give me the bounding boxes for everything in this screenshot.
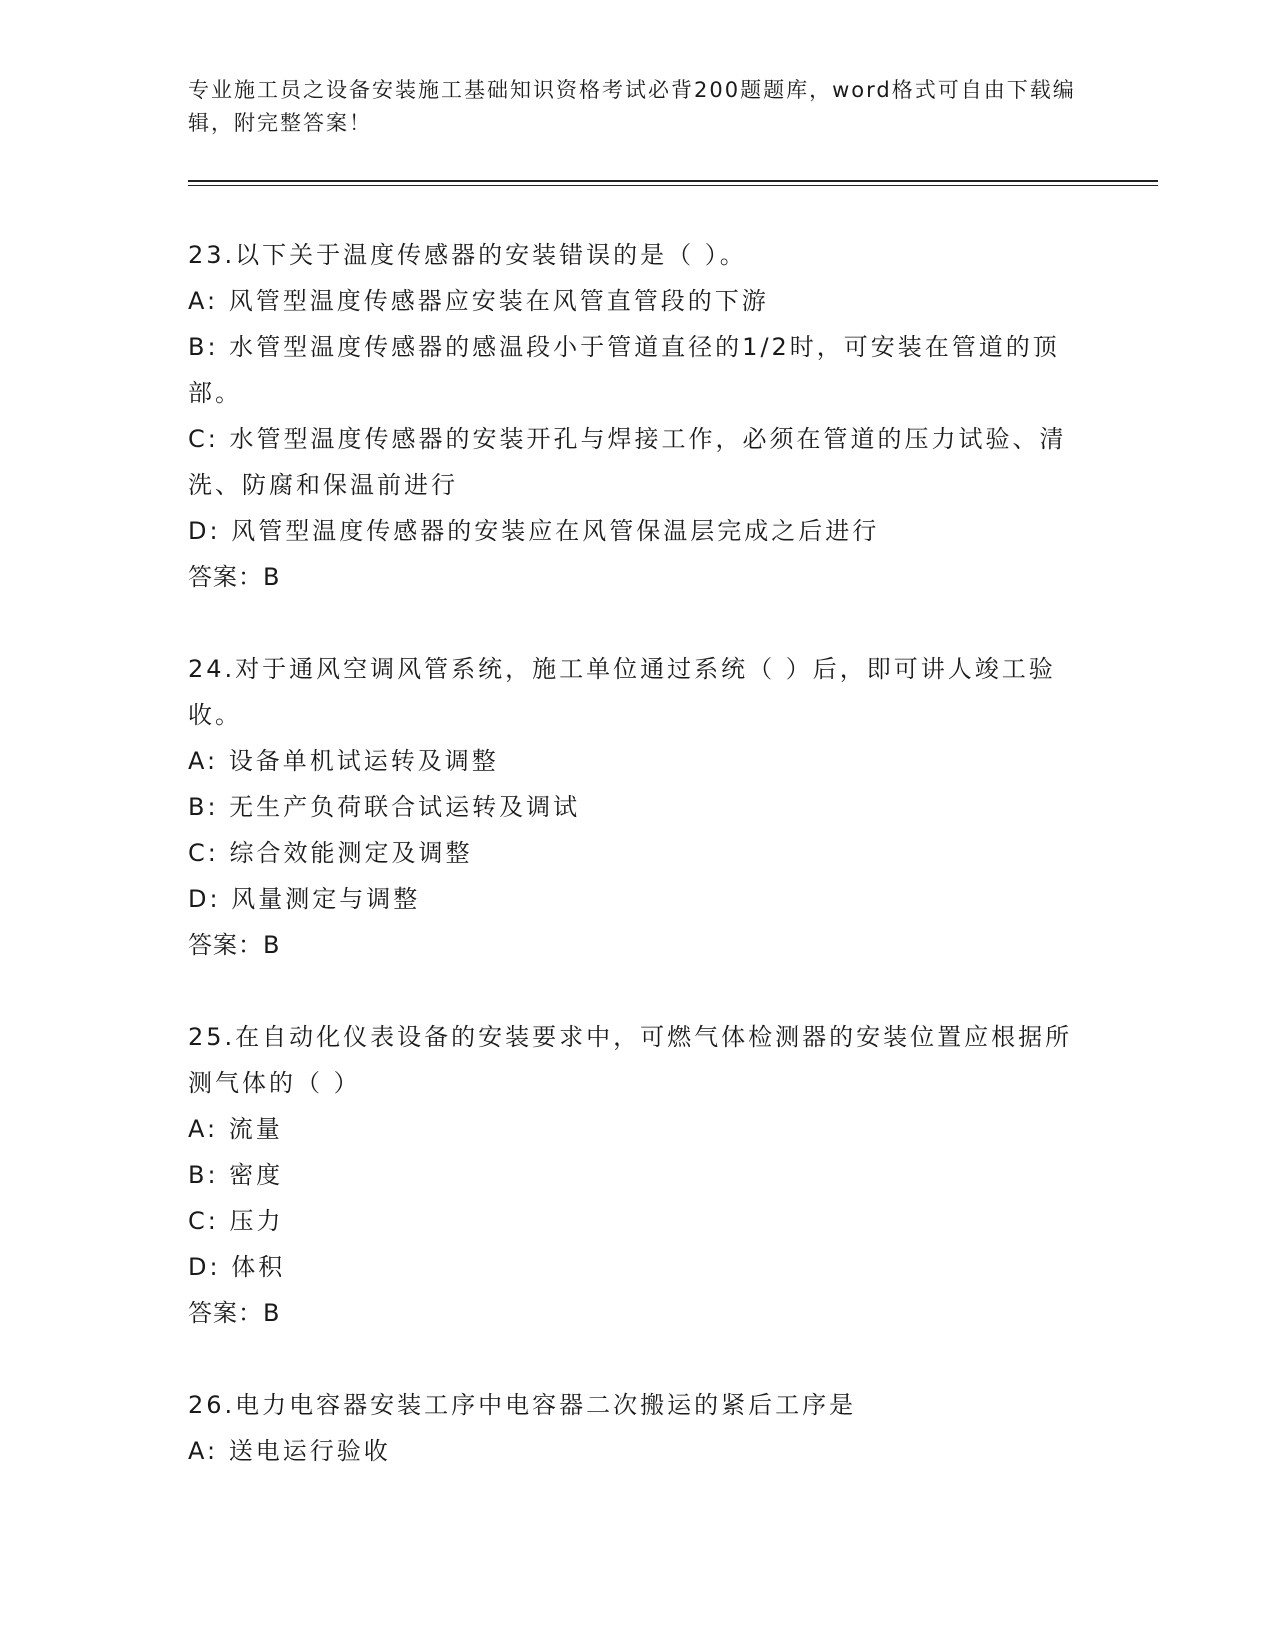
- option-d: D: 体积: [188, 1253, 286, 1281]
- question-26: [188, 1382, 1088, 1474]
- option-d: D: 风量测定与调整: [188, 885, 421, 913]
- answer: 答案：B: [188, 1299, 281, 1327]
- document-header: 专业施工员之设备安装施工基础知识资格考试必背200题题库，word格式可自由下载编辑，附完整答案！: [188, 78, 1076, 135]
- option-c: C: 水管型温度传感器的安装开孔与焊接工作，必须在管道的压力试验、清洗、防腐和保温前进行: [188, 425, 1067, 499]
- question-list: [188, 232, 1088, 1520]
- option-a: A: 风管型温度传感器应安装在风管直管段的下游: [188, 287, 769, 315]
- answer: 答案：B: [188, 931, 281, 959]
- question-25: [188, 1014, 1088, 1336]
- question-stem: 24.对于通风空调风管系统，施工单位通过系统（ ）后，即可讲人竣工验收。: [188, 655, 1056, 729]
- option-a: A: 送电运行验收: [188, 1437, 391, 1465]
- header-divider-thin: [188, 185, 1158, 186]
- option-b: B: 密度: [188, 1161, 284, 1189]
- question-24: [188, 646, 1088, 968]
- option-d: D: 风管型温度传感器的安装应在风管保温层完成之后进行: [188, 517, 880, 545]
- question-stem: 23.以下关于温度传感器的安装错误的是（ ）。: [188, 241, 747, 269]
- question-stem: 25.在自动化仪表设备的安装要求中，可燃气体检测器的安装位置应根据所测气体的（ ）: [188, 1023, 1073, 1097]
- question-stem: 26.电力电容器安装工序中电容器二次搬运的紧后工序是: [188, 1391, 857, 1419]
- option-b: B: 无生产负荷联合试运转及调试: [188, 793, 581, 821]
- option-a: A: 设备单机试运转及调整: [188, 747, 499, 775]
- header-divider: [188, 180, 1158, 182]
- option-c: C: 综合效能测定及调整: [188, 839, 473, 867]
- option-a: A: 流量: [188, 1115, 283, 1143]
- answer: 答案：B: [188, 563, 281, 591]
- option-c: C: 压力: [188, 1207, 284, 1235]
- question-23: [188, 232, 1088, 600]
- option-b: B: 水管型温度传感器的感温段小于管道直径的1/2时，可安装在管道的顶部。: [188, 333, 1060, 407]
